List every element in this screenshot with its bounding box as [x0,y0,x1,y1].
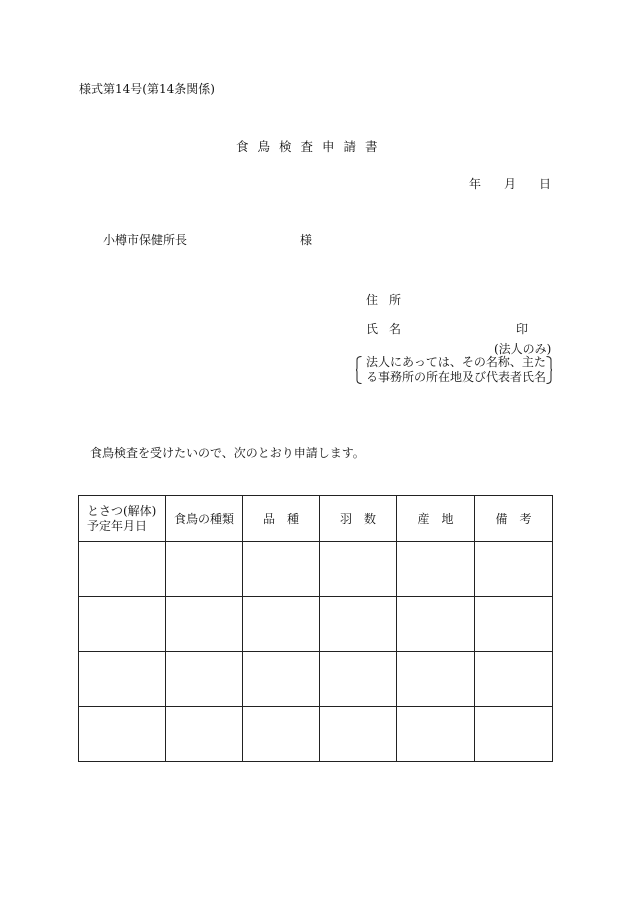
date-year-label: 年 [469,177,482,191]
table-cell[interactable] [475,652,553,707]
right-bracket-icon [546,356,552,384]
header-remarks: 備 考 [475,496,553,542]
table-row [79,707,553,762]
table-cell[interactable] [397,707,475,762]
table-header-row [79,496,553,542]
table-cell[interactable] [397,597,475,652]
table-cell[interactable] [243,542,320,597]
header-slaughter-date [79,496,166,542]
corporation-note-line1: 法人にあっては、その名称、主た [366,355,546,369]
table-cell[interactable] [475,597,553,652]
date-line [469,175,551,192]
form-number: 様式第14号(第14条関係) [79,82,215,96]
table-row [79,597,553,652]
addressee: 小樽市保健所長 [103,233,188,247]
table-cell[interactable] [320,707,397,762]
corporation-note [356,355,552,385]
applicant-name-label: 氏名 [366,322,413,336]
applicant-address-label: 住所 [366,293,413,307]
header-breed: 品 種 [243,496,320,542]
table-cell[interactable] [320,597,397,652]
page-title: 食鳥検査申請書 [236,139,387,154]
left-bracket-icon [356,356,362,384]
date-day-label: 日 [539,177,552,191]
table-cell[interactable] [79,542,166,597]
table-cell[interactable] [166,597,243,652]
table-cell[interactable] [166,542,243,597]
table-row [79,542,553,597]
corp-only-note: (法人のみ) [494,342,552,356]
table-cell[interactable] [166,652,243,707]
table-cell[interactable] [475,542,553,597]
table-cell[interactable] [320,542,397,597]
header-slaughter-date-line1: とさつ(解体) [87,503,157,518]
table-cell[interactable] [166,707,243,762]
table-cell[interactable] [79,652,166,707]
table-cell[interactable] [79,707,166,762]
inspection-table [78,495,553,762]
header-count: 羽 数 [320,496,397,542]
header-poultry-type: 食鳥の種類 [166,496,243,542]
seal-mark: 印 [516,322,529,336]
table-cell[interactable] [475,707,553,762]
header-origin: 産 地 [397,496,475,542]
table-cell[interactable] [243,707,320,762]
honorific: 様 [300,233,313,247]
table-row [79,652,553,707]
table-cell[interactable] [243,597,320,652]
table-cell[interactable] [243,652,320,707]
header-slaughter-date-line2: 予定年月日 [87,518,148,533]
date-month-label: 月 [504,177,517,191]
corporation-note-line2: る事務所の所在地及び代表者氏名 [366,370,547,384]
table-cell[interactable] [79,597,166,652]
table-cell[interactable] [397,652,475,707]
table-cell[interactable] [397,542,475,597]
table-cell[interactable] [320,652,397,707]
intro-text: 食鳥検査を受けたいので、次のとおり申請します。 [90,446,365,460]
